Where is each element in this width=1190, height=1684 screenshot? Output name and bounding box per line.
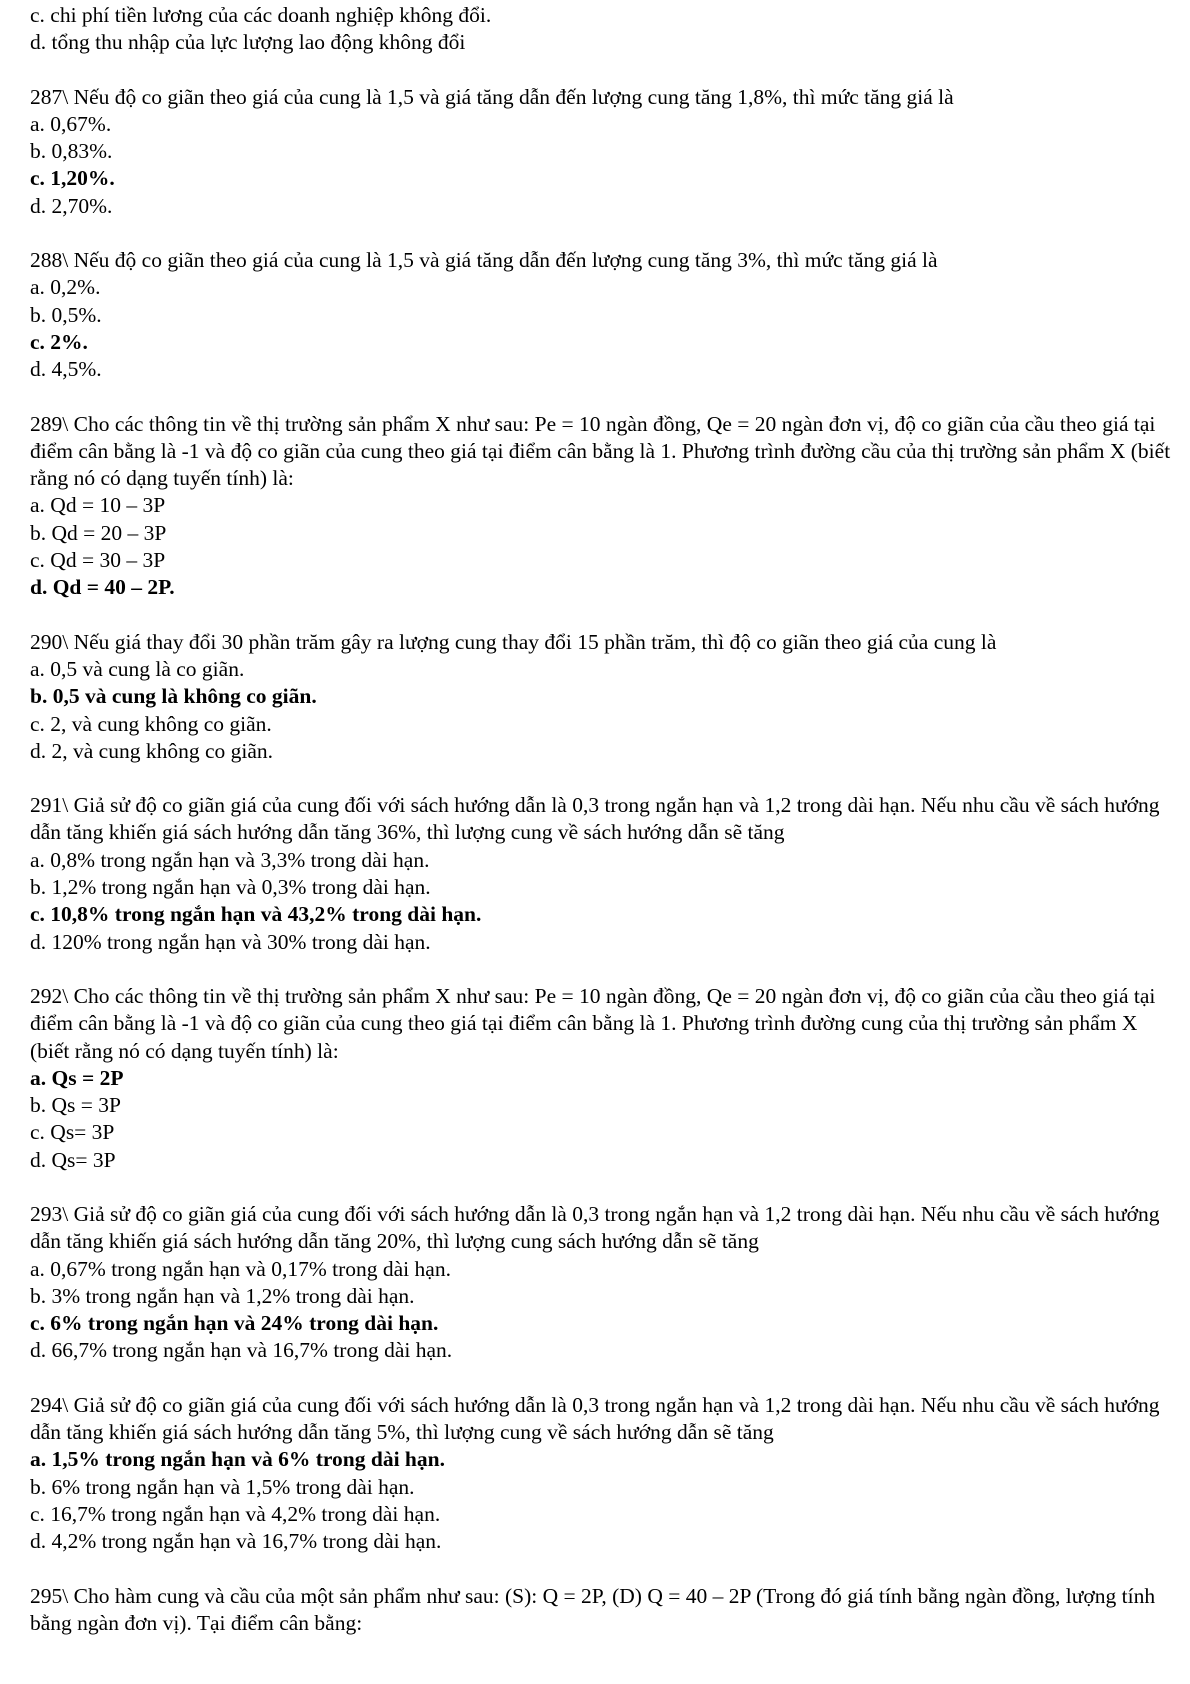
answer-option-correct: a. Qs = 2P	[30, 1065, 124, 1090]
answer-option: d. 2,70%.	[30, 193, 113, 218]
answer-option: c. Qd = 30 – 3P	[30, 548, 166, 573]
answer-option: a. 0,2%.	[30, 275, 101, 300]
answer-option: b. Qd = 20 – 3P	[30, 520, 167, 545]
answer-option: b. 0,5%.	[30, 302, 102, 327]
answer-option: d. 4,2% trong ngắn hạn và 16,7% trong dài hạn.	[30, 1529, 442, 1554]
question-text: 293\ Giả sử độ co giãn giá của cung đối với sách hướng dẫn là 0,3 trong ngắn hạn và 1,2 trong dài hạn. Nếu nhu cầu về sách hướng dẫn tăng khiến giá sách hướng dẫn tăng 20%, thì lượng cung sách hướng dẫn sẽ tăng	[30, 1201, 1160, 1254]
question-gap	[30, 602, 1180, 629]
question-text: 291\ Giả sử độ co giãn giá của cung đối với sách hướng dẫn là 0,3 trong ngắn hạn và 1,2 trong dài hạn. Nếu nhu cầu về sách hướng dẫn tăng khiến giá sách hướng dẫn tăng 36%, thì lượng cung về sách hướng dẫn sẽ tăng	[30, 793, 1160, 845]
answer-option-correct: b. 0,5 và cung là không co giãn.	[30, 684, 317, 709]
question-list	[30, 57, 1180, 1638]
answer-option-correct: c. 1,20%.	[30, 166, 115, 191]
question-gap	[30, 57, 1180, 84]
question-block	[30, 411, 1180, 602]
question-block	[30, 629, 1180, 765]
intro-line: d. tổng thu nhập của lực lượng lao động không đổi	[30, 30, 466, 55]
question-text: 289\ Cho các thông tin về thị trường sản phẩm X như sau: Pe = 10 ngàn đồng, Qe = 20 ngàn đơn vị, độ co giãn của cầu theo giá tại điểm cân bằng là -1 và độ co giãn của cung theo giá tại điểm cân bằng là 1. Phương trình đường cầu của thị trường sản phẩm X (biết rằng nó có dạng tuyến tính) là:	[30, 411, 1171, 491]
answer-option: d. 4,5%.	[30, 357, 102, 382]
question-block	[30, 792, 1180, 956]
answer-option-correct: c. 2%.	[30, 329, 88, 354]
answer-option: b. 3% trong ngắn hạn và 1,2% trong dài hạn.	[30, 1283, 415, 1308]
answer-option: c. 2, và cung không co giãn.	[30, 711, 272, 736]
question-block	[30, 1392, 1180, 1556]
answer-option: b. 6% trong ngắn hạn và 1,5% trong dài hạn.	[30, 1474, 415, 1499]
answer-option: b. Qs = 3P	[30, 1093, 121, 1118]
intro-block	[30, 2, 1180, 57]
answer-option-correct: c. 10,8% trong ngắn hạn và 43,2% trong dài hạn.	[30, 902, 482, 927]
question-text: 287\ Nếu độ co giãn theo giá của cung là 1,5 và giá tăng dẫn đến lượng cung tăng 1,8%, thì mức tăng giá là	[30, 84, 954, 109]
answer-option: d. Qs= 3P	[30, 1147, 116, 1172]
question-block	[30, 247, 1180, 383]
question-gap	[30, 765, 1180, 792]
answer-option: a. 0,67% trong ngắn hạn và 0,17% trong dài hạn.	[30, 1256, 451, 1281]
question-gap	[30, 956, 1180, 983]
answer-option-correct: d. Qd = 40 – 2P.	[30, 575, 175, 600]
answer-option-correct: c. 6% trong ngắn hạn và 24% trong dài hạn.	[30, 1311, 439, 1336]
answer-option: c. 16,7% trong ngắn hạn và 4,2% trong dài hạn.	[30, 1501, 441, 1526]
question-block	[30, 983, 1180, 1174]
question-gap	[30, 1556, 1180, 1583]
answer-option: a. 0,8% trong ngắn hạn và 3,3% trong dài hạn.	[30, 847, 430, 872]
answer-option: c. Qs= 3P	[30, 1120, 115, 1145]
answer-option: b. 0,83%.	[30, 139, 113, 164]
intro-line: c. chi phí tiền lương của các doanh nghiệp không đổi.	[30, 3, 492, 27]
question-text: 290\ Nếu giá thay đổi 30 phần trăm gây ra lượng cung thay đổi 15 phần trăm, thì độ co giãn theo giá của cung là	[30, 629, 997, 654]
question-gap	[30, 1174, 1180, 1201]
question-block	[30, 1583, 1180, 1638]
question-text: 295\ Cho hàm cung và cầu của một sản phẩm như sau: (S): Q = 2P, (D) Q = 40 – 2P (Trong đó giá tính bằng ngàn đồng, lượng tính bằng ngàn đơn vị). Tại điểm cân bằng:	[30, 1583, 1156, 1635]
answer-option-correct: a. 1,5% trong ngắn hạn và 6% trong dài hạn.	[30, 1447, 445, 1472]
question-gap	[30, 384, 1180, 411]
answer-option: a. 0,5 và cung là co giãn.	[30, 656, 245, 681]
answer-option: a. 0,67%.	[30, 111, 112, 136]
answer-option: b. 1,2% trong ngắn hạn và 0,3% trong dài hạn.	[30, 875, 431, 900]
answer-option: d. 120% trong ngắn hạn và 30% trong dài hạn.	[30, 929, 431, 954]
question-text: 288\ Nếu độ co giãn theo giá của cung là 1,5 và giá tăng dẫn đến lượng cung tăng 3%, thì mức tăng giá là	[30, 248, 938, 273]
answer-option: d. 66,7% trong ngắn hạn và 16,7% trong dài hạn.	[30, 1338, 453, 1363]
question-text: 292\ Cho các thông tin về thị trường sản phẩm X như sau: Pe = 10 ngàn đồng, Qe = 20 ngàn đơn vị, độ co giãn của cầu theo giá tại điểm cân bằng là -1 và độ co giãn của cung theo giá tại điểm cân bằng là 1. Phương trình đường cung của thị trường sản phẩm X (biết rằng nó có dạng tuyến tính) là:	[30, 983, 1156, 1063]
question-text: 294\ Giả sử độ co giãn giá của cung đối với sách hướng dẫn là 0,3 trong ngắn hạn và 1,2 trong dài hạn. Nếu nhu cầu về sách hướng dẫn tăng khiến giá sách hướng dẫn tăng 5%, thì lượng cung về sách hướng dẫn sẽ tăng	[30, 1392, 1160, 1445]
question-block	[30, 1201, 1180, 1365]
question-gap	[30, 220, 1180, 247]
answer-option: a. Qd = 10 – 3P	[30, 493, 166, 518]
answer-option: d. 2, và cung không co giãn.	[30, 738, 274, 763]
question-block	[30, 84, 1180, 220]
question-gap	[30, 1365, 1180, 1392]
